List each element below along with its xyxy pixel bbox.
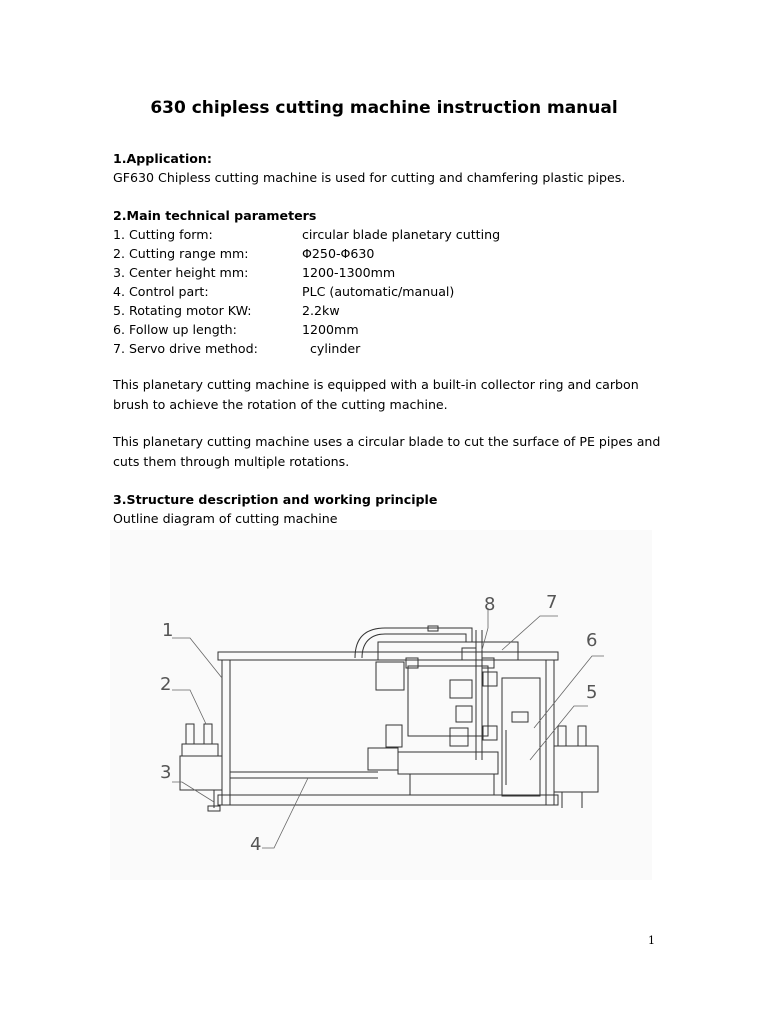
callout-number: 1	[162, 620, 174, 641]
control-cabinet	[502, 678, 540, 796]
parameter-row	[113, 244, 673, 263]
machine-outline-diagram	[110, 530, 652, 880]
application-text: GF630 Chipless cutting machine is used for cutting and chamfering plastic pipes.	[113, 170, 626, 185]
parameter-list	[113, 225, 673, 358]
page-number: 1	[648, 934, 655, 947]
callout-number: 3	[160, 762, 172, 783]
section-application	[113, 149, 673, 187]
parameter-row	[113, 282, 673, 301]
parameter-row	[113, 263, 673, 282]
section-heading: 2.Main technical parameters	[113, 208, 317, 223]
parameter-row	[113, 320, 673, 339]
clamp-base	[182, 744, 218, 756]
machine-drawing	[110, 530, 652, 880]
parameter-label: 3. Center height mm:	[113, 265, 249, 280]
callout-number: 8	[484, 594, 496, 615]
parameter-label: 7. Servo drive method:	[113, 341, 258, 356]
callout-number: 2	[160, 674, 172, 695]
parameter-value: 1200mm	[302, 322, 359, 337]
parameter-label: 6. Follow up length:	[113, 322, 237, 337]
parameter-value: PLC (automatic/manual)	[302, 284, 455, 299]
parameter-value: cylinder	[302, 341, 361, 356]
callout-number: 4	[250, 834, 262, 855]
left-clamp	[186, 724, 194, 744]
left-clamp	[204, 724, 212, 744]
gear-reducer	[368, 748, 398, 770]
section-heading: 1.Application:	[113, 151, 212, 166]
callout-number: 7	[546, 592, 558, 613]
section-structure	[113, 490, 673, 528]
callout-labels	[160, 592, 597, 855]
blade-holder	[450, 728, 468, 746]
diagram-caption: Outline diagram of cutting machine	[113, 511, 338, 526]
cabinet-panel	[512, 712, 528, 722]
drive-motor	[386, 725, 402, 747]
parameter-value: circular blade planetary cutting	[302, 227, 501, 242]
parameter-value: 2.2kw	[302, 303, 340, 318]
upper-carriage	[378, 642, 518, 660]
parameter-label: 2. Cutting range mm:	[113, 246, 249, 261]
callout-number: 6	[586, 630, 598, 651]
bearing-block	[462, 648, 476, 660]
document-title: 630 chipless cutting machine instruction manual	[150, 98, 618, 118]
parameter-label: 4. Control part:	[113, 284, 209, 299]
right-clamp	[558, 726, 566, 746]
paragraph: This planetary cutting machine is equipped with a built-in collector ring and carbon brush to achieve the rotation of the cutting machine.	[113, 377, 639, 412]
parameter-value: Φ250-Φ630	[302, 246, 375, 261]
section-parameters	[113, 206, 673, 358]
blade-holder	[456, 706, 472, 722]
section-heading: 3.Structure description and working principle	[113, 492, 438, 507]
right-clamp	[578, 726, 586, 746]
paragraph: This planetary cutting machine uses a circular blade to cut the surface of PE pipes and cuts them through multiple rotations.	[113, 434, 661, 469]
parameter-row	[113, 339, 673, 358]
right-support-box	[554, 746, 598, 792]
cylinder	[483, 672, 497, 686]
parameter-value: 1200-1300mm	[302, 265, 396, 280]
parameter-row	[113, 301, 673, 320]
parameter-label: 5. Rotating motor KW:	[113, 303, 252, 318]
sliding-carriage	[398, 752, 498, 774]
parameter-label: 1. Cutting form:	[113, 227, 213, 242]
cable-chain	[355, 628, 472, 658]
motor-block	[376, 662, 404, 690]
callout-leaders	[172, 608, 604, 848]
frame-top-rail	[218, 652, 558, 660]
callout-number: 5	[586, 682, 598, 703]
parameter-row	[113, 225, 673, 244]
blade-holder	[450, 680, 472, 698]
cylinder	[483, 726, 497, 740]
